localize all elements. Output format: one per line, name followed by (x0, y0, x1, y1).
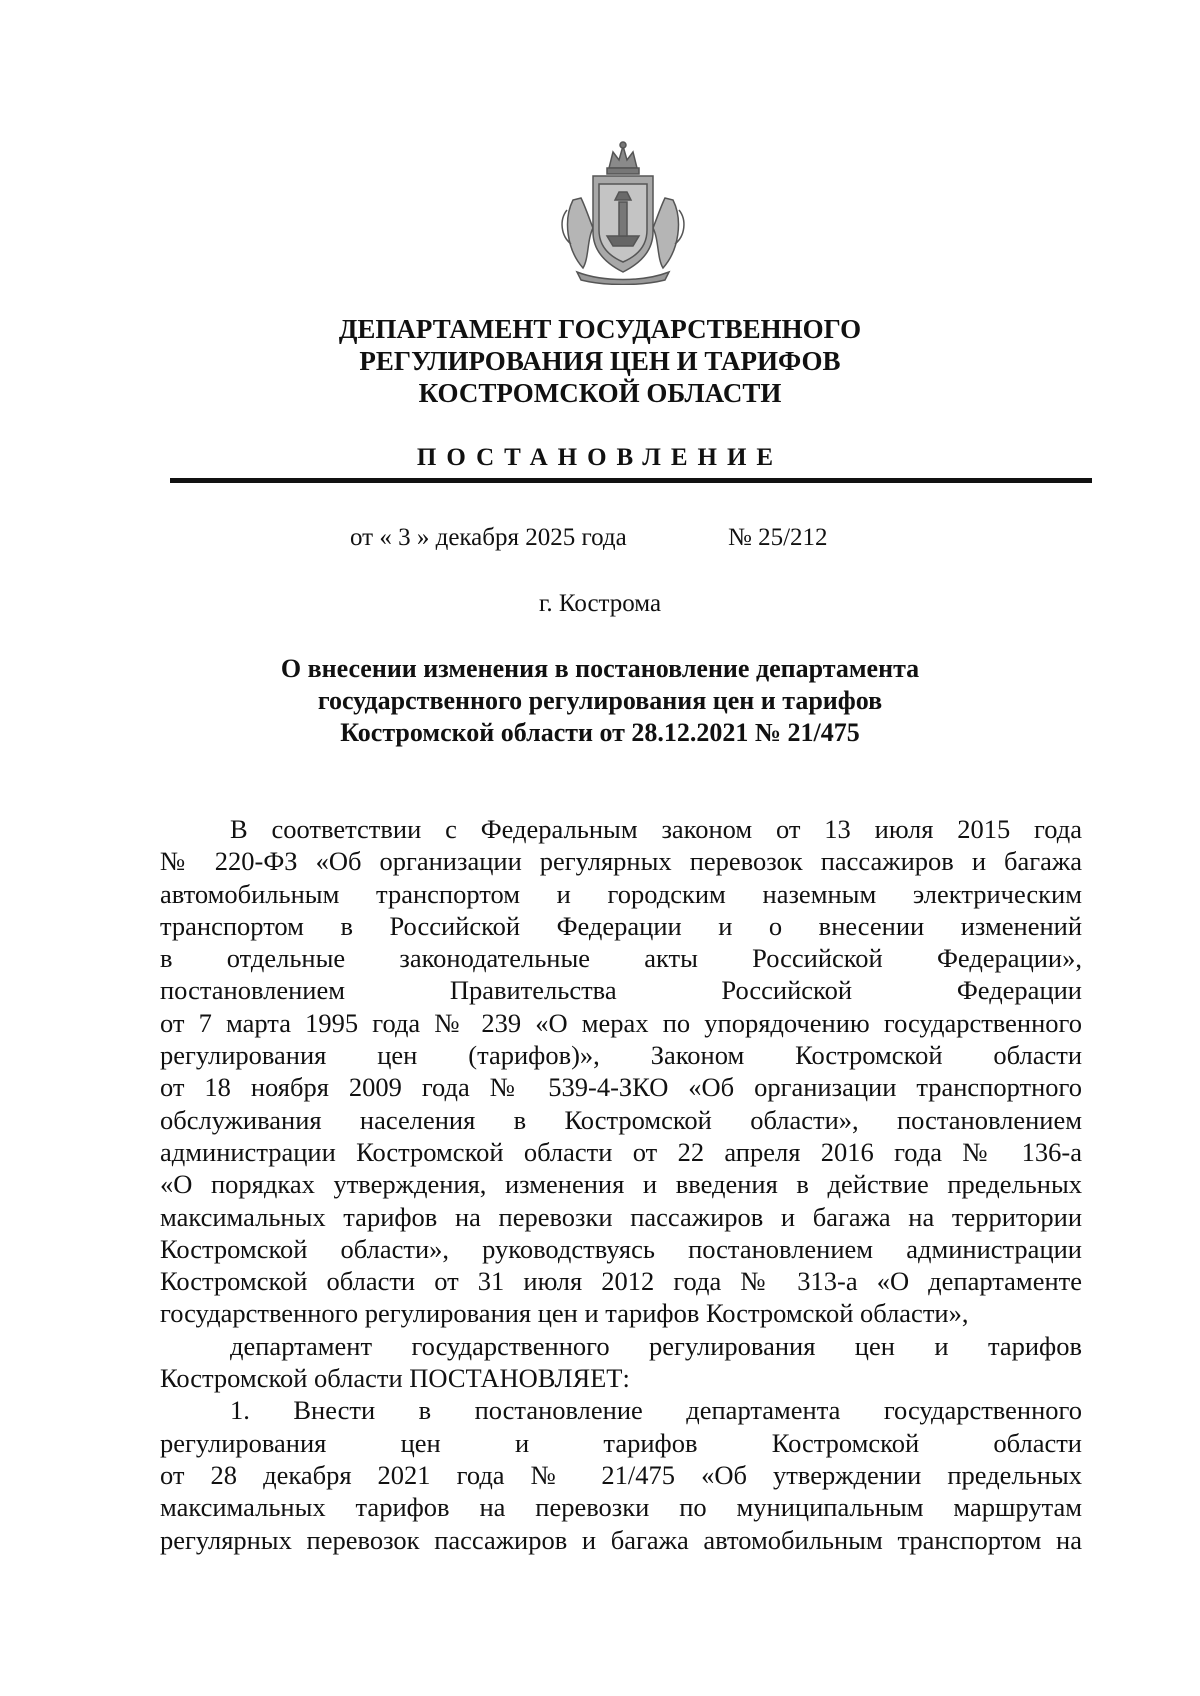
department-name (160, 313, 1040, 409)
header-divider (170, 478, 1092, 483)
body-line: регулирования цен (тарифов)», Законом Костромской области (160, 1040, 1082, 1071)
body-line: Костромской области от 31 июля 2012 года № 313-а «О департаменте (160, 1266, 1082, 1297)
body-line: департамент государственного регулирования цен и тарифов (230, 1330, 1082, 1361)
body-line: постановлением Правительства Российской Федерации (160, 975, 1082, 1006)
body-line: от 7 марта 1995 года № 239 «О мерах по упорядочению государственного (160, 1007, 1082, 1038)
body-line: регулирования цен и тарифов Костромской области (160, 1427, 1082, 1458)
title-line: государственного регулирования цен и тарифов (317, 686, 883, 715)
body-line: от 18 ноября 2009 года № 539-4-ЗКО «Об организации транспортного (160, 1072, 1082, 1103)
body-line: максимальных тарифов на перевозки пассажиров и багажа на территории (160, 1201, 1082, 1232)
body-line: Костромской области», руководствуясь постановлением администрации (160, 1233, 1082, 1264)
coat-of-arms-icon (553, 140, 693, 285)
body-line: регулярных перевозок пассажиров и багажа автомобильным транспортом на (160, 1524, 1082, 1555)
department-line: КОСТРОМСКОЙ ОБЛАСТИ (418, 378, 782, 408)
body-line: обслуживания населения в Костромской области», постановлением (160, 1104, 1082, 1135)
body-line: автомобильным транспортом и городским наземным электрическим (160, 878, 1082, 909)
document-date: от « 3 » декабря 2025 года (350, 524, 627, 551)
body-line: от 28 декабря 2021 года № 21/475 «Об утверждении предельных (160, 1459, 1082, 1490)
body-line: Костромской области ПОСТАНОВЛЯЕТ: (160, 1363, 630, 1394)
body-line: 1. Внести в постановление департамента государственного (230, 1395, 1082, 1426)
document-body (160, 813, 1082, 1556)
document-title (160, 653, 1040, 749)
document-number: № 25/212 (728, 524, 828, 551)
body-line: В соответствии с Федеральным законом от 13 июля 2015 года (230, 814, 1082, 844)
document-type: ПОСТАНОВЛЕНИЕ (416, 444, 784, 471)
body-line: транспортом в Российской Федерации и о внесении изменений (160, 910, 1082, 941)
body-line: администрации Костромской области от 22 апреля 2016 года № 136-а (160, 1136, 1082, 1167)
body-line: № 220-ФЗ «Об организации регулярных перевозок пассажиров и багажа (160, 846, 1082, 877)
body-line: «О порядках утверждения, изменения и введения в действие предельных (160, 1169, 1082, 1200)
department-line: РЕГУЛИРОВАНИЯ ЦЕН И ТАРИФОВ (359, 346, 841, 376)
body-line: государственного регулирования цен и тарифов Костромской области», (160, 1298, 969, 1329)
body-line: в отдельные законодательные акты Российской Федерации», (160, 943, 1082, 974)
title-line: О внесении изменения в постановление департамента (280, 654, 920, 683)
department-line: ДЕПАРТАМЕНТ ГОСУДАРСТВЕННОГО (338, 314, 862, 344)
document-city: г. Кострома (538, 590, 662, 617)
title-line: Костромской области от 28.12.2021 № 21/475 (340, 718, 860, 747)
body-line: максимальных тарифов на перевозки по муниципальным маршрутам (160, 1492, 1082, 1523)
